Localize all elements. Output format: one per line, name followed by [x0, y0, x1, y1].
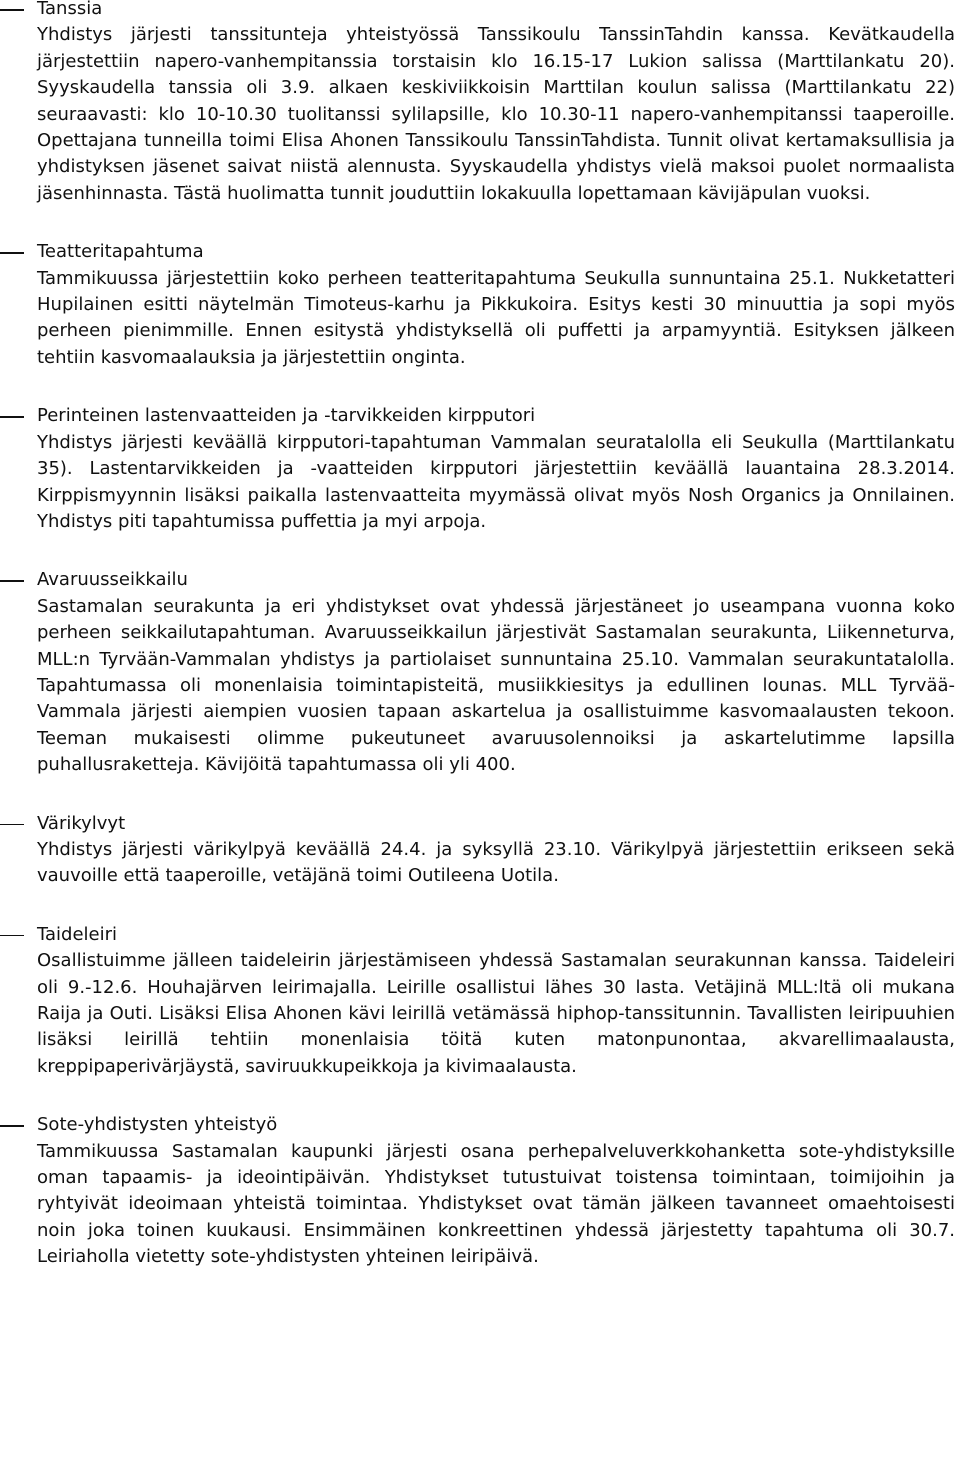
section-title: Tanssia	[37, 0, 103, 19]
section-body: Yhdistys järjesti värikylpyä keväällä 24.4. ja syksyllä 23.10. Värikylpyä järjestettiin erikseen sekä vauvoille että taaperoille, vetäjänä toimi Outileena Uotila.	[37, 838, 955, 887]
list-bullet-dash	[0, 935, 24, 937]
section-taideleiri	[0, 922, 960, 1080]
section-title: Avaruusseikkailu	[37, 569, 188, 591]
list-bullet-dash	[0, 252, 24, 254]
section-body: Osallistuimme jälleen taideleirin järjestämiseen yhdessä Sastamalan seurakunnan kanssa. Taideleiri oli 9.-12.6. Houhajärven leirimajalla. Leirille osallistui lähes 30 lasta. Vetäjinä MLL:ltä oli mukana Raija ja Outi. Lisäksi Elisa Ahonen kävi leirillä vetämässä hiphop-tanssitunnin. Tavallisten leiripuuhien lisäksi leirillä tehtiin monenlaisia töitä kuten matonpunontaa, akvarellimaalausta, kreppipaperivärjäystä, saviruukkupeikkoja ja kivimaalausta.	[37, 950, 955, 1077]
section-kirpputori	[0, 403, 960, 535]
section-title: Teatteritapahtuma	[37, 241, 204, 263]
section-tanssia	[0, 0, 960, 207]
section-body: Yhdistys järjesti tanssitunteja yhteistyössä Tanssikoulu TanssinTahdin kanssa. Kevätkaudella järjestettiin napero-vanhempitanssia torstaisin klo 16.15-17 Lukion salissa (Marttilankatu 20). Syyskaudella tanssia oli 3.9. alkaen keskiviikkoisin Marttilan koulun salissa (Marttilankatu 22) seuraavasti: klo 10-10.30 tuolitanssi sylilapsille, klo 10.30-11 napero-vanhempitanssi taaperoille. Opettajana tunneilla toimi Elisa Ahonen Tanssikoulu TanssinTahdista. Tunnit olivat kertamaksullisia ja yhdistyksen jäsenet saivat niistä alennusta. Syyskaudella yhdistys vielä maksoi puolet normaalista jäsenhinnasta. Tästä huolimatta tunnit jouduttiin lokakuulla lopettamaan kävijäpulan vuoksi.	[37, 24, 955, 204]
section-body: Sastamalan seurakunta ja eri yhdistykset ovat yhdessä järjestäneet jo useampana vuonna koko perheen seikkailutapahtuman. Avaruusseikkailun järjestivät Sastamalan seurakunta, Liikenneturva, MLL:n Tyrvään-Vammalan yhdistys ja partiolaiset sunnuntaina 25.10. Vammalan seurakuntatalolla. Tapahtumassa oli monenlaisia toimintapisteitä, musiikkiesitys ja edullinen lounas. MLL Tyrvää-Vammala järjesti aiempien vuosien tapaan askartelua ja osallistuimme kasvomaalausten tekoon. Teeman mukaisesti olimme pukeutuneet avaruusolennoiksi ja askartelutimme lapsilla puhallusraketteja. Kävijöitä tapahtumassa oli yli 400.	[37, 595, 955, 776]
section-avaruusseikkailu	[0, 567, 960, 778]
section-body: Tammikuussa Sastamalan kaupunki järjesti osana perhepalveluverkkohanketta sote-yhdistyksille oman tapaamis- ja ideointipäivän. Yhdistykset tutustuivat toistensa toimintaan, toimijoihin ja ryhtyivät ideoimaan yhteistä toimintaa. Yhdistykset ovat tämän jälkeen tavanneet omaehtoisesti noin joka toinen kuukausi. Ensimmäinen konkreettinen yhdessä järjestetty tapahtuma oli 30.7. Leiriaholla vietetty sote-yhdistysten yhteinen leiripäivä.	[37, 1140, 955, 1268]
section-title: Värikylvyt	[37, 812, 126, 834]
section-teatteritapahtuma	[0, 239, 960, 371]
list-bullet-dash	[0, 416, 24, 418]
section-sote-yhteistyo	[0, 1112, 960, 1270]
section-title: Perinteinen lastenvaatteiden ja -tarvikkeiden kirpputori	[37, 405, 536, 427]
list-bullet-dash	[0, 824, 24, 826]
section-title: Sote-yhdistysten yhteistyö	[37, 1114, 278, 1136]
list-bullet-dash	[0, 1125, 24, 1127]
list-bullet-dash	[0, 9, 24, 11]
section-title: Taideleiri	[37, 923, 118, 945]
list-bullet-dash	[0, 580, 24, 582]
section-body: Yhdistys järjesti keväällä kirpputori-tapahtuman Vammalan seuratalolla eli Seukulla (Marttilankatu 35). Lastentarvikkeiden ja -vaatteiden kirpputori järjestettiin keväällä lauantaina 28.3.2014. Kirppismyynnin lisäksi paikalla lastenvaatteita myymässä olivat myös Nosh Organics ja Onnilainen. Yhdistys piti tapahtumissa puffettia ja myi arpoja.	[37, 431, 955, 532]
section-body: Tammikuussa järjestettiin koko perheen teatteritapahtuma Seukulla sunnuntaina 25.1. Nukketatteri Hupilainen esitti näytelmän Timoteus-karhu ja Pikkukoira. Esitys kesti 30 minuuttia ja sopi myös perheen pienimmille. Ennen esitystä yhdistyksellä oli puffetti ja arpamyyntiä. Esityksen jälkeen tehtiin kasvomaalauksia ja järjestettiin onginta.	[37, 267, 955, 368]
section-varikylvyt	[0, 811, 960, 890]
